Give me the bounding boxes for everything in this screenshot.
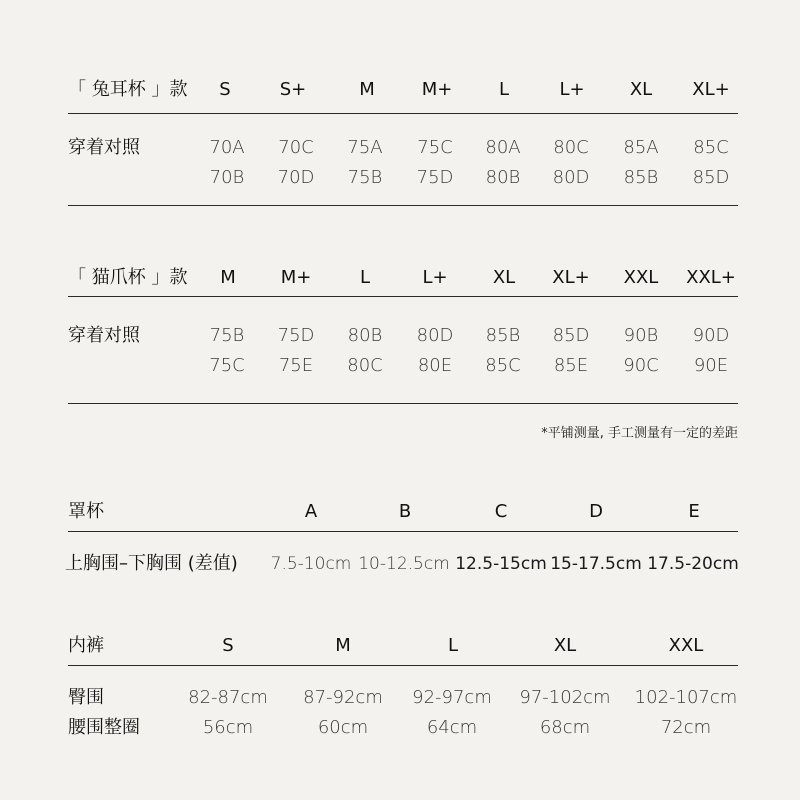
rabbit-size: XL bbox=[629, 79, 653, 100]
cat-band-size: 80E bbox=[417, 355, 453, 376]
cat-band-size: 90B bbox=[623, 325, 659, 346]
cat-band-size: 75E bbox=[278, 355, 314, 376]
rabbit-fit-row-2 bbox=[68, 163, 738, 193]
cat-fit-row-1 bbox=[68, 321, 738, 351]
rabbit-size: M+ bbox=[421, 79, 453, 100]
rabbit-size-header-row bbox=[68, 75, 738, 105]
rabbit-fit-label: 穿着对照 bbox=[68, 137, 140, 158]
cup-range: 7.5-10cm bbox=[270, 554, 352, 574]
cat-band-size: 85C bbox=[485, 355, 521, 376]
cat-fit-row-2 bbox=[68, 351, 738, 381]
rabbit-size: S bbox=[219, 79, 231, 100]
divider bbox=[68, 531, 738, 532]
panty-waist-row bbox=[68, 713, 738, 743]
rabbit-band-size: 75A bbox=[347, 137, 383, 158]
cat-size: XXL+ bbox=[686, 267, 736, 288]
rabbit-table-title: 「 兔耳杯 」款 bbox=[68, 79, 188, 100]
rabbit-size: M bbox=[359, 79, 375, 100]
panty-waist-value: 68cm bbox=[539, 717, 591, 738]
cat-band-size: 80B bbox=[347, 325, 383, 346]
cat-size: XXL bbox=[623, 267, 659, 288]
cat-size-header-row bbox=[68, 263, 738, 293]
cat-size: L bbox=[359, 267, 371, 288]
cat-band-size: 85D bbox=[552, 325, 590, 346]
cat-band-size: 85E bbox=[553, 355, 589, 376]
cup-range: 12.5-15cm bbox=[455, 554, 547, 574]
cup-letter: C bbox=[494, 501, 508, 522]
cat-paw-cup-table bbox=[68, 263, 738, 376]
panty-waist-value: 56cm bbox=[202, 717, 254, 738]
rabbit-band-size: 75C bbox=[417, 137, 453, 158]
cup-header-row bbox=[68, 497, 738, 527]
rabbit-band-size: 70A bbox=[209, 137, 245, 158]
panty-hip-value: 97-102cm bbox=[519, 687, 611, 708]
cat-size: XL bbox=[492, 267, 516, 288]
cat-size: M bbox=[220, 267, 236, 288]
cup-range: 15-17.5cm bbox=[550, 554, 642, 574]
panty-size: M bbox=[335, 635, 351, 656]
panty-waist-value: 72cm bbox=[660, 717, 712, 738]
cat-band-size: 75D bbox=[277, 325, 315, 346]
rabbit-band-size: 80C bbox=[553, 137, 589, 158]
rabbit-size: S+ bbox=[279, 79, 307, 100]
cat-size: XL+ bbox=[552, 267, 590, 288]
cat-band-size: 85B bbox=[485, 325, 521, 346]
panty-waist-value: 60cm bbox=[317, 717, 369, 738]
panty-hip-value: 92-97cm bbox=[412, 687, 492, 708]
cup-range: 10-12.5cm bbox=[358, 554, 450, 574]
rabbit-size: L+ bbox=[559, 79, 585, 100]
cat-size: L+ bbox=[422, 267, 448, 288]
panty-size-table bbox=[68, 631, 738, 738]
rabbit-band-size: 85A bbox=[623, 137, 659, 158]
panty-table-title: 内裤 bbox=[68, 635, 104, 656]
rabbit-band-size: 85B bbox=[623, 167, 659, 188]
rabbit-fit-row-1 bbox=[68, 133, 738, 163]
cat-fit-label: 穿着对照 bbox=[68, 325, 140, 346]
divider bbox=[68, 665, 738, 666]
panty-size: XL bbox=[553, 635, 577, 656]
panty-size: XXL bbox=[668, 635, 704, 656]
divider bbox=[68, 403, 738, 404]
cup-letter: D bbox=[589, 501, 603, 522]
rabbit-band-size: 70C bbox=[278, 137, 314, 158]
panty-waist-value: 64cm bbox=[426, 717, 478, 738]
rabbit-band-size: 75D bbox=[416, 167, 454, 188]
divider bbox=[68, 113, 738, 114]
panty-hip-label: 臀围 bbox=[68, 687, 104, 708]
cat-band-size: 80C bbox=[347, 355, 383, 376]
rabbit-ear-cup-table bbox=[68, 75, 738, 188]
rabbit-band-size: 70D bbox=[277, 167, 315, 188]
panty-hip-row bbox=[68, 683, 738, 713]
cat-band-size: 90C bbox=[623, 355, 659, 376]
rabbit-band-size: 85C bbox=[693, 137, 729, 158]
rabbit-band-size: 85D bbox=[692, 167, 730, 188]
cat-band-size: 90D bbox=[692, 325, 730, 346]
panty-header-row bbox=[68, 631, 738, 661]
cat-band-size: 75C bbox=[209, 355, 245, 376]
cat-size: M+ bbox=[280, 267, 312, 288]
rabbit-band-size: 80B bbox=[485, 167, 521, 188]
cat-band-size: 75B bbox=[209, 325, 245, 346]
rabbit-size: L bbox=[498, 79, 510, 100]
rabbit-band-size: 75B bbox=[347, 167, 383, 188]
cup-letter: A bbox=[304, 501, 318, 522]
rabbit-band-size: 80A bbox=[485, 137, 521, 158]
cup-letter: E bbox=[688, 501, 700, 522]
cup-range: 17.5-20cm bbox=[647, 554, 739, 574]
panty-size: L bbox=[447, 635, 459, 656]
measurement-note: *平铺测量, 手工测量有一定的差距 bbox=[541, 426, 738, 441]
cat-band-size: 90E bbox=[693, 355, 729, 376]
cup-diff-label: 上胸围–下胸围 (差值) bbox=[65, 553, 238, 574]
cup-diff-row bbox=[65, 549, 740, 579]
cup-size-table bbox=[65, 497, 739, 574]
panty-hip-value: 102-107cm bbox=[634, 687, 738, 708]
rabbit-size: XL+ bbox=[692, 79, 730, 100]
panty-size: S bbox=[222, 635, 234, 656]
rabbit-band-size: 70B bbox=[209, 167, 245, 188]
panty-hip-value: 87-92cm bbox=[303, 687, 383, 708]
cat-table-title: 「 猫爪杯 」款 bbox=[68, 267, 188, 288]
panty-hip-value: 82-87cm bbox=[188, 687, 268, 708]
cup-table-title: 罩杯 bbox=[68, 501, 104, 522]
divider bbox=[68, 205, 738, 206]
rabbit-band-size: 80D bbox=[552, 167, 590, 188]
panty-waist-label: 腰围整圈 bbox=[68, 717, 140, 738]
cat-band-size: 80D bbox=[416, 325, 454, 346]
divider bbox=[68, 296, 738, 297]
cup-letter: B bbox=[398, 501, 412, 522]
